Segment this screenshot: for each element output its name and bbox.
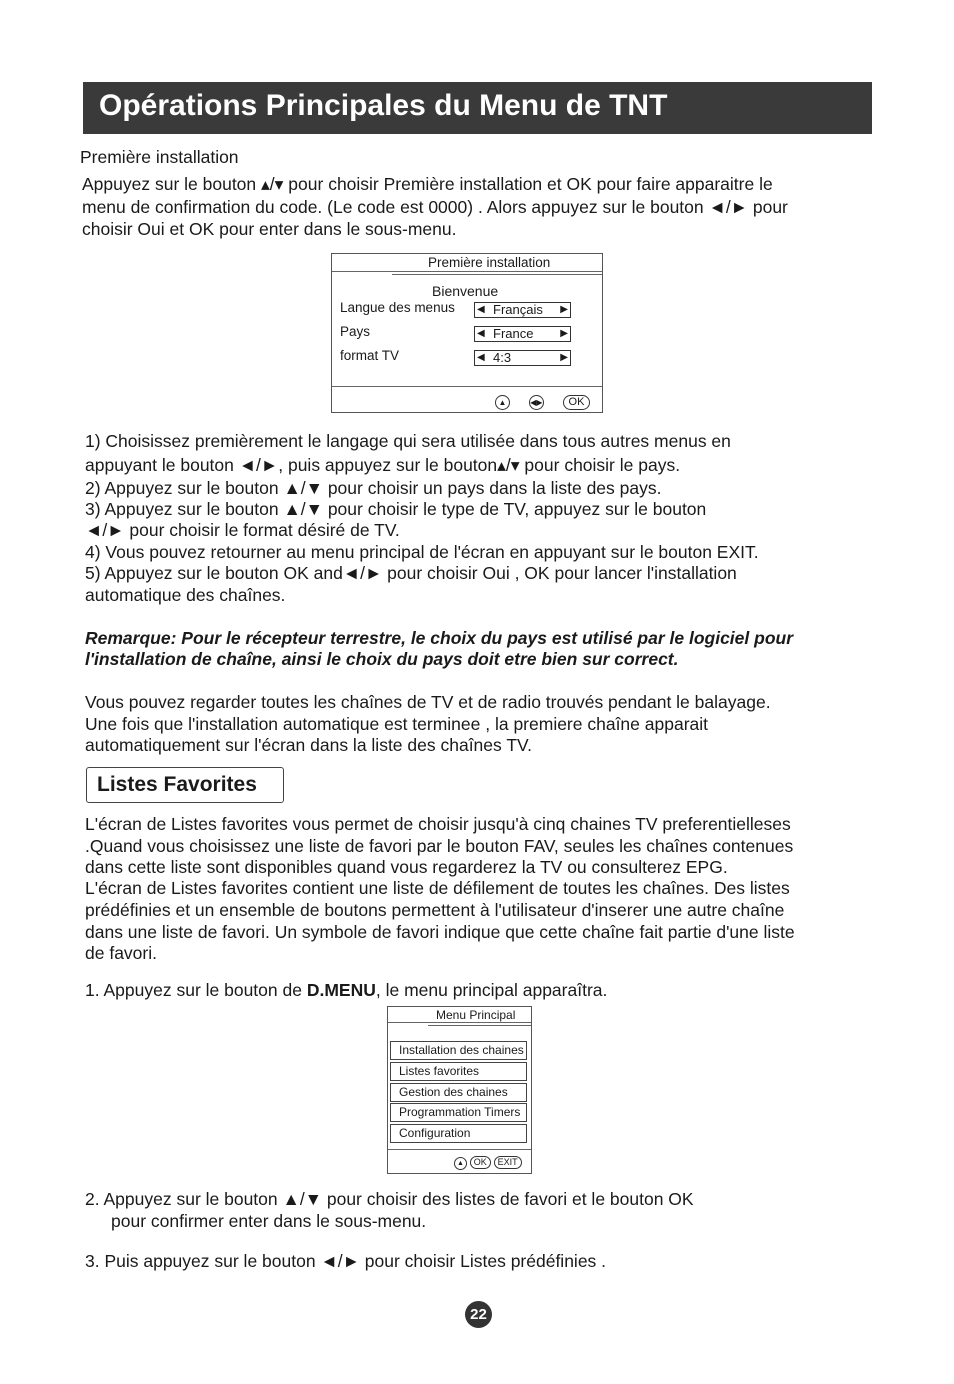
left-right-icon: ◀▶ bbox=[529, 395, 544, 410]
arrow-left-icon[interactable]: ◀ bbox=[477, 352, 485, 363]
favorites-line: dans une liste de favori. Un symbole de favori indique que cette chaîne fait partie d'une liste bbox=[85, 922, 795, 942]
menu-item-channel-manage[interactable] bbox=[390, 1083, 527, 1102]
arrow-right-icon[interactable]: ▶ bbox=[560, 304, 568, 315]
favorites-line: de favori. bbox=[85, 943, 157, 963]
remark-line: l'installation de chaîne, ainsi le choix du pays doit etre bien sur correct. bbox=[85, 649, 679, 669]
step-line: appuyant le bouton ◄/►, puis appuyez sur le bouton▴/▾ pour choisir le pays. bbox=[85, 455, 681, 475]
intro-line-1: Appuyez sur le bouton ▴/▾ pour choisir Première installation et OK pour faire apparaitre le bbox=[82, 174, 773, 194]
menu-item-label: Gestion des chaines bbox=[399, 1085, 508, 1099]
favorites-line: .Quand vous choisissez une liste de favori par le bouton FAV, seules les chaînes contenues bbox=[85, 836, 794, 856]
favorites-line: prédéfinies et un ensemble de boutons permettent à l'utilisateur d'inserer une autre chaîne bbox=[85, 900, 785, 920]
up-down-icon: ▲ bbox=[495, 395, 510, 410]
ok-button[interactable]: OK bbox=[563, 395, 591, 410]
divider bbox=[388, 1022, 531, 1023]
section-heading-favorites-box bbox=[86, 767, 284, 803]
menu-item-label: Listes favorites bbox=[399, 1064, 480, 1078]
country-value: France bbox=[493, 326, 534, 341]
favorites-step-2-cont: pour confirmer enter dans le sous-menu. bbox=[111, 1211, 427, 1231]
after-line: Une fois que l'installation automatique est terminee , la premiere chaîne apparait bbox=[85, 714, 709, 734]
divider bbox=[332, 386, 602, 387]
favorites-step-3: 3. Puis appuyez sur le bouton ◄/► pour choisir Listes prédéfinies . bbox=[85, 1251, 607, 1271]
divider bbox=[392, 274, 602, 275]
section-heading-favorites: Listes Favorites bbox=[97, 773, 257, 796]
step-line: 1) Choisissez premièrement le langage qui sera utilisée dans tous autres menus en bbox=[85, 431, 731, 451]
ok-button[interactable]: OK bbox=[470, 1156, 491, 1169]
step-line: 3) Appuyez sur le bouton ▲/▼ pour choisir le type de TV, appuyez sur le bouton bbox=[85, 499, 707, 519]
step-line: automatique des chaînes. bbox=[85, 585, 286, 605]
menu-item-favorites[interactable] bbox=[390, 1062, 527, 1081]
step-line: 5) Appuyez sur le bouton OK and◄/► pour choisir Oui , OK pour lancer l'installation bbox=[85, 563, 737, 583]
divider bbox=[428, 1025, 531, 1026]
divider bbox=[332, 271, 602, 272]
after-line: Vous pouvez regarder toutes les chaînes de TV et de radio trouvés pendant le balayage. bbox=[85, 692, 771, 712]
favorites-line: dans cette liste sont disponibles quand vous regarderez la TV ou consulterez EPG. bbox=[85, 857, 728, 877]
tv-format-value: 4:3 bbox=[493, 350, 512, 365]
favorites-step-1 bbox=[85, 979, 607, 1001]
step-line: ◄/► pour choisir le format désiré de TV. bbox=[85, 520, 400, 540]
page-title-bar bbox=[83, 82, 872, 134]
menu-footer bbox=[454, 1156, 522, 1170]
favorites-step-2: 2. Appuyez sur le bouton ▲/▼ pour choisir des listes de favori et le bouton OK bbox=[85, 1189, 694, 1209]
language-value: Français bbox=[493, 302, 543, 317]
remark-line: Remarque: Pour le récepteur terrestre, le choix du pays est utilisé par le logiciel pour bbox=[85, 628, 794, 648]
menu-item-label: Programmation Timers bbox=[399, 1105, 521, 1119]
arrow-left-icon[interactable]: ◀ bbox=[477, 304, 485, 315]
intro-line-2: menu de confirmation du code. (Le code est 0000) . Alors appuyez sur le bouton ◄/► pour bbox=[82, 197, 788, 217]
row-label-country: Pays bbox=[340, 324, 371, 339]
page-number: 22 bbox=[465, 1301, 492, 1328]
favorites-line: L'écran de Listes favorites contient une liste de défilement de toutes les chaînes. Des listes bbox=[85, 878, 790, 898]
row-label-language: Langue des menus bbox=[340, 300, 455, 315]
after-line: automatiquement sur l'écran dans la liste des chaînes TV. bbox=[85, 735, 532, 755]
country-selector[interactable] bbox=[474, 326, 571, 342]
menu-item-configuration[interactable] bbox=[390, 1124, 527, 1143]
page-title: Opérations Principales du Menu de TNT bbox=[99, 89, 668, 122]
favorites-line: L'écran de Listes favorites vous permet de choisir jusqu'à cinq chaines TV preferentielleses bbox=[85, 814, 791, 834]
panel-title: Première installation bbox=[428, 255, 551, 270]
exit-button[interactable]: EXIT bbox=[494, 1156, 522, 1169]
divider bbox=[388, 1149, 531, 1150]
menu-item-channel-install[interactable] bbox=[390, 1041, 527, 1060]
section-heading-first-install: Première installation bbox=[80, 147, 239, 167]
arrow-right-icon[interactable]: ▶ bbox=[560, 352, 568, 363]
welcome-label: Bienvenue bbox=[432, 283, 499, 299]
menu-item-label: Configuration bbox=[399, 1126, 471, 1140]
panel-footer bbox=[495, 393, 590, 410]
menu-item-timers[interactable] bbox=[390, 1103, 527, 1122]
step1-text: 1. Appuyez sur le bouton de bbox=[85, 980, 307, 1000]
arrow-right-icon[interactable]: ▶ bbox=[560, 328, 568, 339]
menu-title: Menu Principal bbox=[436, 1008, 516, 1022]
row-label-tv-format: format TV bbox=[340, 348, 400, 363]
language-selector[interactable] bbox=[474, 302, 571, 318]
step-line: 2) Appuyez sur le bouton ▲/▼ pour choisir un pays dans la liste des pays. bbox=[85, 478, 662, 498]
step-line: 4) Vous pouvez retourner au menu principal de l'écran en appuyant sur le bouton EXIT. bbox=[85, 542, 759, 562]
first-install-panel bbox=[331, 253, 603, 413]
up-down-icon: ▲ bbox=[454, 1157, 467, 1170]
arrow-left-icon[interactable]: ◀ bbox=[477, 328, 485, 339]
menu-item-label: Installation des chaines bbox=[399, 1043, 524, 1057]
step1-text-end: , le menu principal apparaîtra. bbox=[375, 980, 608, 1000]
tv-format-selector[interactable] bbox=[474, 350, 571, 366]
main-menu-panel bbox=[387, 1006, 532, 1174]
dmenu-label: D.MENU bbox=[306, 980, 376, 1000]
intro-line-3: choisir Oui et OK pour enter dans le sous-menu. bbox=[82, 219, 457, 239]
